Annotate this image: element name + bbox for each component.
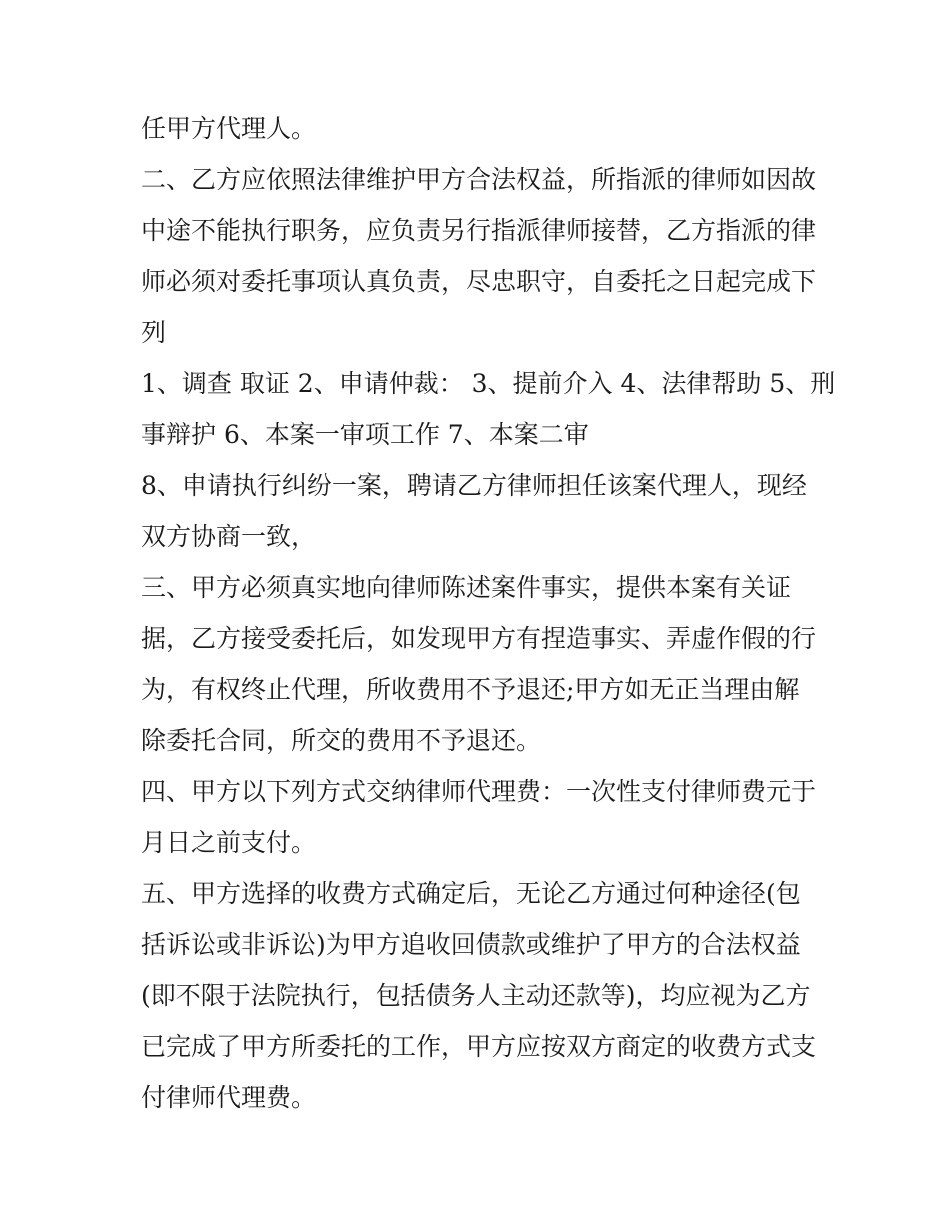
text-line: 8、申请执行纠纷一案，聘请乙方律师担任该案代理人，现经 xyxy=(141,471,807,500)
text-line: 据，乙方接受委托后，如发现甲方有捏造事实、弄虚作假的行 xyxy=(141,624,817,653)
text-line: 师必须对委托事项认真负责，尽忠职守，自委托之日起完成下 xyxy=(141,267,817,296)
text-line: 除委托合同，所交的费用不予退还。 xyxy=(141,726,542,755)
text-line: 括诉讼或非诉讼)为甲方追收回债款或维护了甲方的合法权益 xyxy=(141,930,801,959)
text-line: 三、甲方必须真实地向律师陈述案件事实，提供本案有关证 xyxy=(141,573,792,602)
text-line: 事辩护 6、本案一审项工作 7、本案二审 xyxy=(141,420,589,449)
text-line: 四、甲方以下列方式交纳律师代理费：一次性支付律师费元于 xyxy=(141,777,817,806)
text-line: 二、乙方应依照法律维护甲方合法权益，所指派的律师如因故 xyxy=(141,165,817,194)
text-line: 付律师代理费。 xyxy=(141,1083,317,1112)
text-line: 任甲方代理人。 xyxy=(141,114,317,143)
text-line: 五、甲方选择的收费方式确定后，无论乙方通过何种途径(包 xyxy=(141,879,801,908)
text-line: 已完成了甲方所委托的工作，甲方应按双方商定的收费方式支 xyxy=(141,1032,817,1061)
text-line: 月日之前支付。 xyxy=(141,828,317,857)
text-line: 列 xyxy=(141,318,167,347)
text-line: 双方协商一致， xyxy=(141,522,317,551)
text-line: 中途不能执行职务，应负责另行指派律师接替，乙方指派的律 xyxy=(141,216,817,245)
contract-text xyxy=(141,103,836,1123)
text-line: 为，有权终止代理，所收费用不予退还;甲方如无正当理由解 xyxy=(141,675,800,704)
text-line: (即不限于法院执行，包括债务人主动还款等)，均应视为乙方 xyxy=(141,981,811,1010)
text-line: 1、调查 取证 2、申请仲裁： 3、提前介入 4、法律帮助 5、刑 xyxy=(141,369,836,398)
